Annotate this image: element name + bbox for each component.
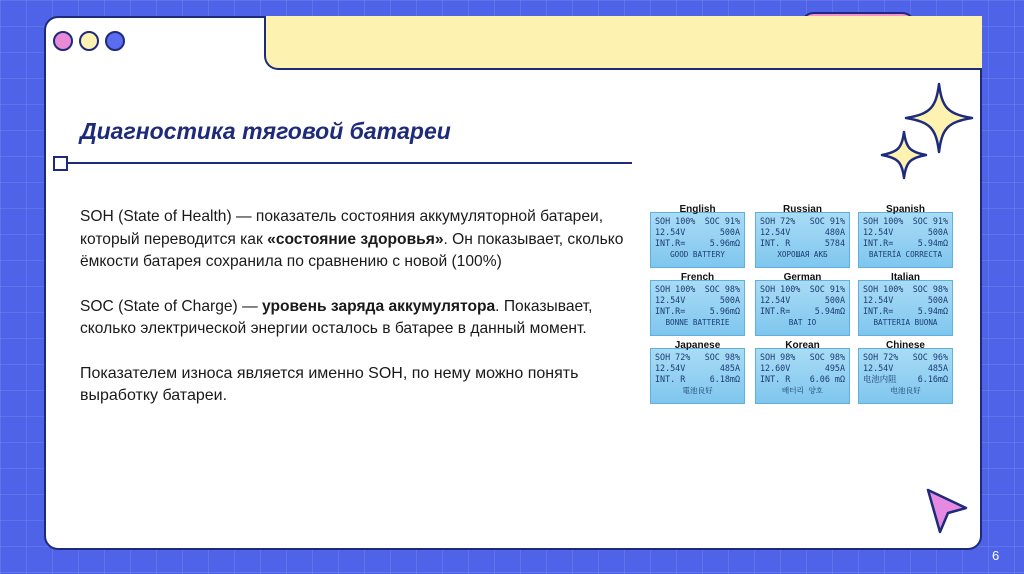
panel-screen	[755, 348, 850, 404]
panel-language: English	[679, 204, 716, 215]
panel-language: Italian	[891, 272, 920, 283]
paragraph-soc	[80, 296, 640, 341]
panel-int-r-label: INT.R=	[655, 238, 686, 248]
panel-row	[863, 363, 948, 374]
panel-row	[760, 352, 845, 363]
panel-int-r-label: INT.R=	[760, 306, 791, 316]
panel-row	[863, 238, 948, 249]
panel-current: 500A	[927, 295, 948, 305]
window-dot-blue-icon	[105, 31, 125, 51]
panel-screen	[858, 348, 953, 404]
panel-language: Korean	[785, 340, 820, 351]
panel-voltage: 12.54V	[655, 363, 686, 373]
panel-current: 485A	[927, 363, 948, 373]
panel-screen	[858, 280, 953, 336]
panel-row	[863, 306, 948, 317]
panel-screen	[650, 348, 745, 404]
panel-soc: SOC 98%	[809, 352, 845, 362]
panel-int-r-label: INT. R	[760, 238, 791, 248]
panel-row	[655, 284, 740, 295]
slide-title: Диагностика тяговой батареи	[80, 118, 451, 144]
panel-row	[863, 295, 948, 306]
panel-language: German	[783, 272, 822, 283]
soc-dash: —	[237, 297, 263, 315]
battery-panel	[650, 272, 745, 336]
panel-row	[655, 306, 740, 317]
panel-row	[760, 284, 845, 295]
panel-int-r-value: 6.18mΩ	[709, 374, 740, 384]
panel-soh: SOH 100%	[760, 284, 801, 294]
soh-term: SOH (State of Health)	[80, 208, 232, 225]
panel-soc: SOC 91%	[809, 216, 845, 226]
panel-voltage: 12.54V	[760, 295, 791, 305]
panel-soh: SOH 72%	[655, 352, 691, 362]
panel-language: Spanish	[886, 204, 925, 215]
panel-screen	[755, 212, 850, 268]
panel-soc: SOC 91%	[809, 284, 845, 294]
panel-status: BONNE BATTERIE	[665, 318, 730, 327]
panel-int-r-label: INT. R	[760, 374, 791, 384]
panel-int-r-label: INT.R=	[655, 306, 686, 316]
panel-voltage: 12.54V	[863, 363, 894, 373]
panel-language: Japanese	[674, 340, 721, 351]
battery-panel	[755, 340, 850, 404]
panel-int-r-value: 5784	[824, 238, 845, 248]
panel-soc: SOC 91%	[704, 216, 740, 226]
panel-current: 485A	[719, 363, 740, 373]
panel-int-r-value: 5.96mΩ	[709, 238, 740, 248]
battery-panel	[858, 340, 953, 404]
panel-int-r-value: 6.06 mΩ	[809, 374, 845, 384]
panel-status: 電池良好	[682, 386, 713, 395]
panel-screen	[650, 212, 745, 268]
panel-soc: SOC 91%	[912, 216, 948, 226]
panel-voltage: 12.54V	[760, 227, 791, 237]
panel-current: 500A	[719, 295, 740, 305]
panel-soc: SOC 98%	[912, 284, 948, 294]
panel-row	[760, 227, 845, 238]
panel-screen	[755, 280, 850, 336]
battery-panel	[858, 272, 953, 336]
panel-row	[760, 216, 845, 227]
soc-text: . Показывает, сколько электрической энергии осталось в батарее в данный момент.	[80, 297, 593, 337]
panel-row	[760, 238, 845, 249]
panel-int-r-label: INT.R=	[863, 238, 894, 248]
panel-row	[655, 363, 740, 374]
panel-row	[863, 374, 948, 385]
panel-int-r-value: 6.16mΩ	[917, 374, 948, 384]
panel-int-r-label: 电池内阻	[863, 374, 897, 384]
title-underline	[66, 162, 632, 164]
panel-current: 500A	[824, 295, 845, 305]
panel-voltage: 12.54V	[655, 295, 686, 305]
panel-row	[655, 374, 740, 385]
battery-panel	[858, 204, 953, 268]
panel-status: 배터리 양호	[781, 386, 824, 395]
panel-row	[655, 295, 740, 306]
panel-screen	[858, 212, 953, 268]
panel-soh: SOH 100%	[655, 284, 696, 294]
panel-row	[655, 227, 740, 238]
panel-row	[655, 238, 740, 249]
panel-voltage: 12.60V	[760, 363, 791, 373]
panel-soh: SOH 100%	[863, 284, 904, 294]
paragraph-conclusion: Показателем износа является именно SOH, по нему можно понять выработку батареи.	[80, 364, 579, 404]
soc-bold: уровень заряда аккумулятора	[262, 297, 496, 315]
cursor-arrow-icon	[922, 486, 970, 536]
panel-row	[863, 352, 948, 363]
panel-row	[655, 216, 740, 227]
panel-soh: SOH 72%	[760, 216, 796, 226]
panel-voltage: 12.54V	[655, 227, 686, 237]
panel-status: ХОРОШАЯ АКБ	[777, 250, 828, 259]
panel-int-r-label: INT.R=	[863, 306, 894, 316]
panel-status: 电池良好	[890, 386, 921, 395]
body-text	[80, 206, 640, 430]
soh-text-a: — показатель состояния аккумуляторной батареи, который переводится как	[80, 208, 604, 248]
panel-current: 480A	[824, 227, 845, 237]
panel-screen	[650, 280, 745, 336]
sparkle-small-icon	[880, 130, 928, 180]
battery-panel	[650, 340, 745, 404]
soc-term: SOC (State of Charge)	[80, 297, 238, 315]
soh-text-b: . Он показывает, сколько ёмкости батарея сохранила по сравнению с новой (100%)	[80, 230, 624, 270]
panel-row	[863, 227, 948, 238]
panel-status: BAT IO	[788, 318, 817, 327]
panel-status: BATERÍA CORRECTA	[868, 250, 943, 259]
panel-current: 500A	[927, 227, 948, 237]
panel-int-r-value: 5.96mΩ	[709, 306, 740, 316]
panel-int-r-label: INT. R	[655, 374, 686, 384]
panel-soc: SOC 96%	[912, 352, 948, 362]
panel-int-r-value: 5.94mΩ	[917, 238, 948, 248]
panel-voltage: 12.54V	[863, 227, 894, 237]
panel-soc: SOC 98%	[704, 284, 740, 294]
battery-panel	[650, 204, 745, 268]
soh-bold: «состояние здоровья»	[267, 230, 444, 248]
panel-row	[863, 216, 948, 227]
panel-language: Chinese	[886, 340, 925, 351]
panel-language: French	[680, 272, 715, 283]
panel-soh: SOH 100%	[863, 216, 904, 226]
battery-panel	[755, 204, 850, 268]
panel-int-r-value: 5.94mΩ	[917, 306, 948, 316]
window-dot-pink-icon	[53, 31, 73, 51]
panel-row	[863, 284, 948, 295]
panel-soc: SOC 98%	[704, 352, 740, 362]
card-header-notch	[264, 16, 982, 70]
page-number: 6	[992, 548, 1000, 563]
panel-status: GOOD BATTERY	[670, 250, 725, 259]
window-dot-yellow-icon	[79, 31, 99, 51]
panel-soh: SOH 72%	[863, 352, 899, 362]
paragraph-soh	[80, 206, 640, 274]
panel-row	[760, 363, 845, 374]
panel-status: BATTERIA BUONA	[873, 318, 938, 327]
battery-tester-screens	[650, 204, 958, 406]
panel-current: 500A	[719, 227, 740, 237]
battery-panel	[755, 272, 850, 336]
panel-row	[760, 306, 845, 317]
panel-int-r-value: 5.94mΩ	[814, 306, 845, 316]
panel-row	[760, 374, 845, 385]
panel-soh: SOH 100%	[655, 216, 696, 226]
panel-soh: SOH 98%	[760, 352, 796, 362]
panel-current: 495A	[824, 363, 845, 373]
panel-language: Russian	[783, 204, 822, 215]
panel-row	[655, 352, 740, 363]
panel-voltage: 12.54V	[863, 295, 894, 305]
panel-row	[760, 295, 845, 306]
